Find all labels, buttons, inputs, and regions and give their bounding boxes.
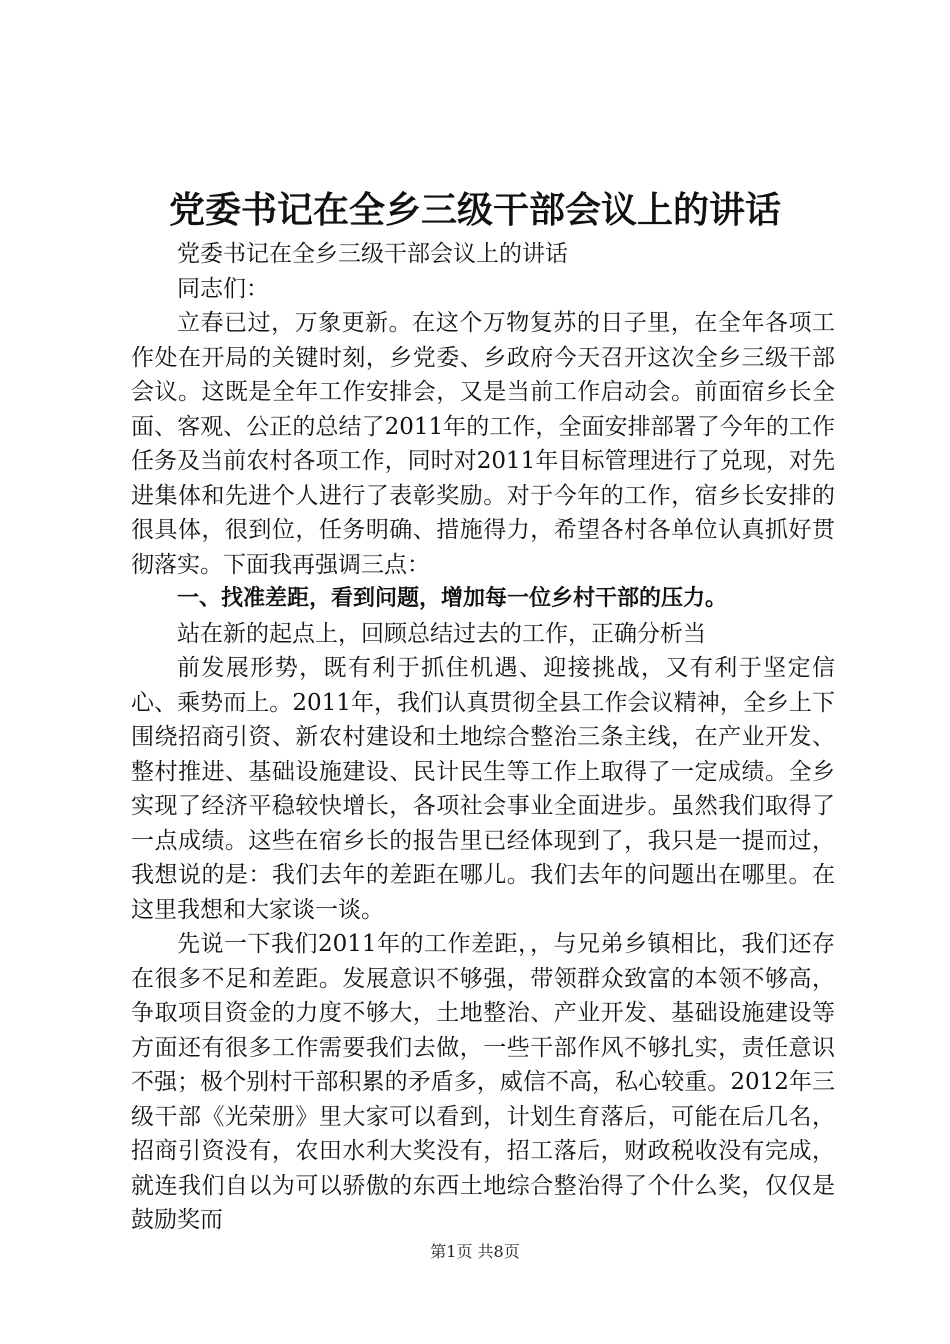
page-footer: 第1页 共8页 <box>430 1242 520 1261</box>
body-paragraph: 前发展形势，既有利于抓住机遇、迎接挑战，又有利于坚定信心、乘势而上。2011年，我们认真贯彻全县工作会议精神，全乡上下围绕招商引资、新农村建设和土地综合整治三条主线，在产业开发、整村推进、基础设施建设、民计民生等工作上取得了一定成绩。全乡实现了经济平稳较快增长，各项社会事业全面进步。虽然我们取得了一点成绩。这些在宿乡长的报告里已经体现到了，我只是一提而过，我想说的是：我们去年的差距在哪儿。我们去年的问题出在哪里。在这里我想和大家谈一谈。 <box>131 655 835 923</box>
body-paragraph: 立春已过，万象更新。在这个万物复苏的日子里，在全年各项工作处在开局的关键时刻，乡党委、乡政府今天召开这次全乡三级干部会议。这既是全年工作安排会，又是当前工作启动会。前面宿乡长全面、客观、公正的总结了2011年的工作，全面安排部署了今年的工作任务及当前农村各项工作，同时对2011年目标管理进行了兑现，对先进集体和先进个人进行了表彰奖励。对于今年的工作，宿乡长安排的很具体，很到位，任务明确、措施得力，希望各村各单位认真抓好贯彻落实。下面我再强调三点： <box>131 310 835 578</box>
document-title: 党委书记在全乡三级干部会议上的讲话 <box>168 189 781 231</box>
body-paragraph: 站在新的起点上，回顾总结过去的工作，正确分析当 <box>177 620 706 647</box>
salutation-paragraph: 同志们： <box>177 275 269 302</box>
document-body <box>131 237 835 1238</box>
body-paragraph: 先说一下我们2011年的工作差距，，与兄弟乡镇相比，我们还存在很多不足和差距。发展意识不够强，带领群众致富的本领不够高，争取项目资金的力度不够大，土地整治、产业开发、基础设施建设等方面还有很多工作需要我们去做，一些干部作风不够扎实，责任意识不强；极个别村干部积累的矛盾多，威信不高，私心较重。2012年三级干部《光荣册》里大家可以看到，计划生育落后，可能在后几名，招商引资没有，农田水利大奖没有，招工落后，财政税收没有完成，就连我们自以为可以骄傲的东西土地综合整治得了个什么奖，仅仅是鼓励奖而 <box>131 931 835 1233</box>
section-heading: 一、找准差距，看到问题，增加每一位乡村干部的压力。 <box>177 586 728 611</box>
subtitle-paragraph: 党委书记在全乡三级干部会议上的讲话 <box>177 241 568 267</box>
